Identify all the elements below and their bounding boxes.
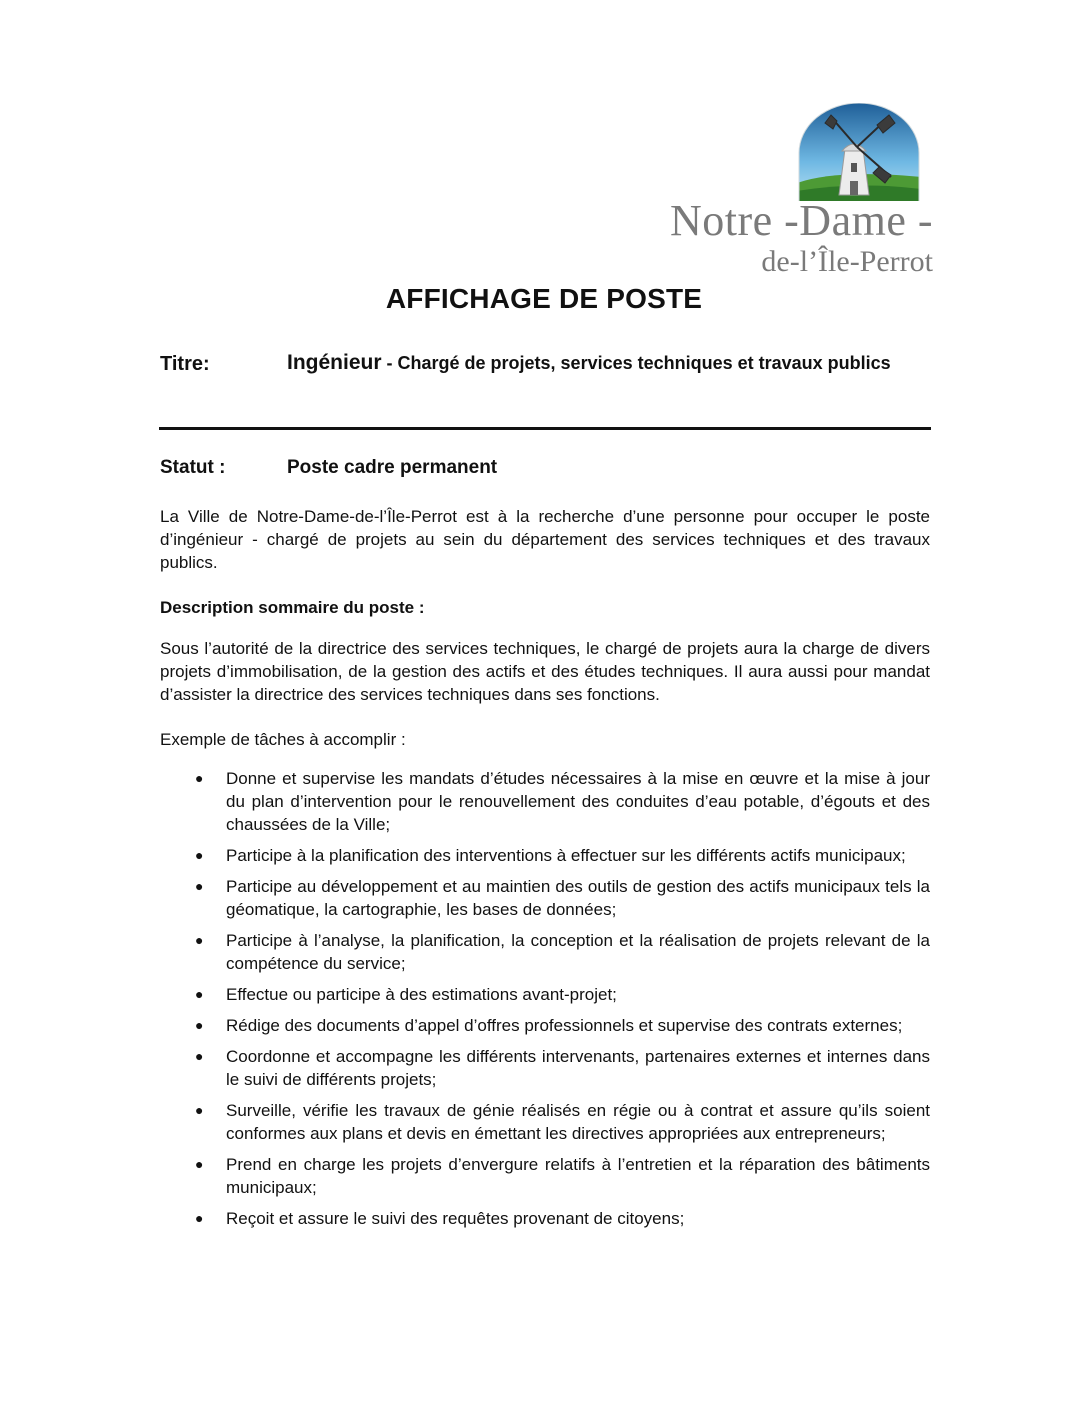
- titre-main: Ingénieur: [287, 351, 382, 374]
- list-item: ● Participe au développement et au maintien des outils de gestion des actifs municipaux tels la géomatique, la cartographie, les bases de données;: [195, 877, 930, 919]
- bullet-icon: ●: [195, 1210, 204, 1226]
- bullet-icon: ●: [195, 1017, 204, 1033]
- list-item: ● Surveille, vérifie les travaux de génie réalisés en régie ou à contrat et assure qu’ils soient conformes aux plans et devis en émettant les directives appropriées aux entrepreneurs;: [195, 1101, 930, 1143]
- description-paragraph: Sous l’autorité de la directrice des services techniques, le chargé de projets aura la charge de divers projets d’immobilisation, de la gestion des actifs et des études techniques. Il aura aussi pour mandat d’assister la directrice des services techniques dans ses fonctions.: [160, 639, 930, 704]
- list-item: ● Donne et supervise les mandats d’études nécessaires à la mise en œuvre et la mise à jour du plan d’intervention pour le renouvellement des conduites d’eau potable, d’égouts et des chaussées de la Ville;: [195, 769, 930, 834]
- intro-paragraph: La Ville de Notre-Dame-de-l’Île-Perrot est à la recherche d’une personne pour occuper le poste d’ingénieur - chargé de projets au sein du département des services techniques et des travaux publics.: [160, 507, 930, 572]
- description-heading: Description sommaire du poste :: [160, 598, 425, 617]
- logo-name-line2: de-l’Île-Perrot: [761, 245, 933, 278]
- logo-name-line1: Notre -Dame -: [669, 196, 933, 245]
- windmill-icon: [797, 103, 921, 201]
- statut-label: Statut :: [160, 457, 226, 478]
- bullet-icon: ●: [195, 878, 204, 894]
- list-item: ● Prend en charge les projets d’envergure relatifs à l’entretien et la réparation des bâtiments municipaux;: [195, 1155, 930, 1197]
- list-item: ● Rédige des documents d’appel d’offres professionnels et supervise des contrats externes;: [195, 1016, 903, 1035]
- bullet-icon: ●: [195, 770, 204, 786]
- bullet-icon: ●: [195, 1102, 204, 1118]
- list-item: ● Effectue ou participe à des estimations avant-projet;: [195, 985, 617, 1004]
- document-body: [160, 505, 930, 1238]
- titre-rest: - Chargé de projets, services techniques et travaux publics: [381, 353, 891, 373]
- horizontal-rule: [159, 427, 931, 430]
- statut-value: Poste cadre permanent: [287, 457, 498, 478]
- list-item: ● Participe à la planification des interventions à effectuer sur les différents actifs municipaux;: [195, 846, 906, 865]
- list-item: ● Coordonne et accompagne les différents intervenants, partenaires externes et internes dans le suivi de différents projets;: [195, 1047, 930, 1089]
- bullet-icon: ●: [195, 1048, 204, 1064]
- bullet-icon: ●: [195, 932, 204, 948]
- city-logo: [655, 103, 935, 278]
- bullet-icon: ●: [195, 847, 204, 863]
- tasks-heading: Exemple de tâches à accomplir :: [160, 730, 406, 749]
- list-item: ● Participe à l’analyse, la planification, la conception et la réalisation de projets relevant de la compétence du service;: [195, 931, 930, 973]
- bullet-icon: ●: [195, 986, 204, 1002]
- document-heading: AFFICHAGE DE POSTE: [385, 283, 703, 314]
- logo-wordmark: [669, 196, 933, 278]
- tasks-list: [160, 767, 930, 1230]
- titre-value: [287, 351, 937, 375]
- list-item: ● Reçoit et assure le suivi des requêtes provenant de citoyens;: [195, 1209, 685, 1228]
- bullet-icon: ●: [195, 1156, 204, 1172]
- titre-label: Titre:: [160, 353, 210, 375]
